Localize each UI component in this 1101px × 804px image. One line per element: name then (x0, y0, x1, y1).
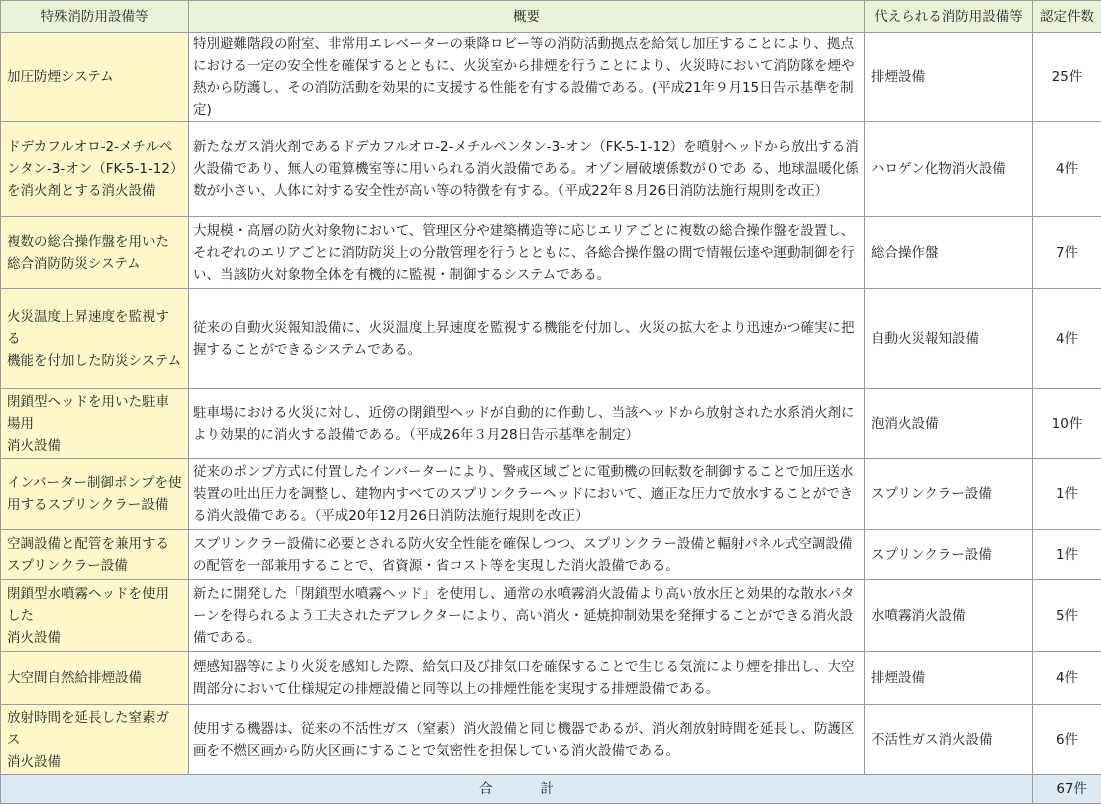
replaced-equipment: 排煙設備 (865, 652, 1033, 705)
certification-count: 4件 (1033, 652, 1101, 705)
table-row (1, 705, 1101, 775)
equipment-name: 閉鎖型水噴霧ヘッドを使用した 消火設備 (1, 580, 189, 652)
equipment-name: 火災温度上昇速度を監視する 機能を付加した防災システム (1, 289, 189, 389)
total-count: 67件 (1033, 775, 1101, 804)
equipment-name: 大空間自然給排煙設備 (1, 652, 189, 705)
total-row (1, 775, 1101, 804)
equipment-name: 放射時間を延長した窒素ガス 消火設備 (1, 705, 189, 775)
header-count: 認定件数 (1033, 1, 1101, 33)
replaced-equipment: 水噴霧消火設備 (865, 580, 1033, 652)
header-replaced: 代えられる消防用設備等 (865, 1, 1033, 33)
equipment-name: ドデカフルオロ-2-メチルペンタン-3-オン（FK-5-1-12）を消火剤とする消火設備 (1, 122, 189, 217)
header-summary: 概要 (189, 1, 865, 33)
equipment-summary: 特別避難階段の附室、非常用エレベーターの乗降ロビー等の消防活動拠点を給気し加圧することにより、拠点における一定の安全性を確保するとともに、火災室から排煙を行うことにより、火災時において消防隊を煙や熱から防護し、その消防活動を効果的に支援する性能を有する設備である。(平成21年９月15日告示基準を制定) (189, 33, 865, 122)
table-row (1, 459, 1101, 530)
equipment-summary: 従来のポンプ方式に付置したインバーターにより、警戒区域ごとに電動機の回転数を制御することで加圧送水装置の吐出圧力を調整し、建物内すべてのスプリンクラーヘッドにおいて、適正な圧力で放水することができる消火設備である。（平成20年12月26日消防法施行規則を改正） (189, 459, 865, 530)
replaced-equipment: 自動火災報知設備 (865, 289, 1033, 389)
header-name: 特殊消防用設備等 (1, 1, 189, 33)
equipment-name: 複数の総合操作盤を用いた総合消防防災システム (1, 217, 189, 289)
certification-count: 25件 (1033, 33, 1101, 122)
equipment-summary: 大規模・高層の防火対象物において、管理区分や建築構造等に応じエリアごとに複数の総合操作盤を設置し、それぞれのエリアごとに消防防災上の分散管理を行うとともに、各総合操作盤の間で情報伝達や運動制御を行い、当該防火対象物全体を有機的に監視・制御するシステムである。 (189, 217, 865, 289)
table-row (1, 289, 1101, 389)
table-row (1, 389, 1101, 459)
certification-count: 4件 (1033, 122, 1101, 217)
equipment-summary: スプリンクラー設備に必要とされる防火安全性能を確保しつつ、スプリンクラー設備と輻射パネル式空調設備の配管を一部兼用することで、省資源・省コスト等を実現した消火設備である。 (189, 530, 865, 580)
table-row (1, 530, 1101, 580)
table-row (1, 652, 1101, 705)
certification-count: 10件 (1033, 389, 1101, 459)
certification-count: 1件 (1033, 459, 1101, 530)
replaced-equipment: スプリンクラー設備 (865, 459, 1033, 530)
table-row (1, 33, 1101, 122)
total-label (1, 775, 1033, 804)
certification-count: 1件 (1033, 530, 1101, 580)
replaced-equipment: 泡消火設備 (865, 389, 1033, 459)
certification-count: 6件 (1033, 705, 1101, 775)
total-label-part-1: 合 (479, 781, 493, 797)
replaced-equipment: スプリンクラー設備 (865, 530, 1033, 580)
replaced-equipment: 排煙設備 (865, 33, 1033, 122)
certification-count: 4件 (1033, 289, 1101, 389)
equipment-summary: 従来の自動火災報知設備に、火災温度上昇速度を監視する機能を付加し、火災の拡大をより迅速かつ確実に把握することができるシステムである。 (189, 289, 865, 389)
total-label-part-2: 計 (541, 781, 555, 797)
replaced-equipment: 不活性ガス消火設備 (865, 705, 1033, 775)
equipment-summary: 駐車場における火災に対し、近傍の閉鎖型ヘッドが自動的に作動し、当該ヘッドから放射された水系消火剤により効果的に消火する設備である。（平成26年３月28日告示基準を制定） (189, 389, 865, 459)
certification-count: 5件 (1033, 580, 1101, 652)
replaced-equipment: ハロゲン化物消火設備 (865, 122, 1033, 217)
header-row (1, 1, 1101, 33)
equipment-name: 加圧防煙システム (1, 33, 189, 122)
equipment-name: 空調設備と配管を兼用するスプリンクラー設備 (1, 530, 189, 580)
certification-count: 7件 (1033, 217, 1101, 289)
equipment-summary: 煙感知器等により火災を感知した際、給気口及び排気口を確保することで生じる気流により煙を排出し、大空間部分において仕様規定の排煙設備と同等以上の排煙性能を実現する排煙設備である。 (189, 652, 865, 705)
equipment-summary: 新たなガス消火剤であるドデカフルオロ-2-メチルペンタン-3-オン（FK-5-1-12）を噴射ヘッドから放出する消火設備であり、無人の電算機室等に用いられる消火設備である。オゾン層破壊係数が０であ る、地球温暖化係数が小さい、人体に対する安全性が高い等の特徴を有する。（平成22年８月26日消防法施行規則を改正） (189, 122, 865, 217)
table-row (1, 122, 1101, 217)
equipment-name: 閉鎖型ヘッドを用いた駐車場用 消火設備 (1, 389, 189, 459)
equipment-name: インバーター制御ポンプを使用するスプリンクラー設備 (1, 459, 189, 530)
table-row (1, 580, 1101, 652)
table-row (1, 217, 1101, 289)
equipment-summary: 新たに開発した「閉鎖型水噴霧ヘッド」を使用し、通常の水噴霧消火設備より高い放水圧と効果的な散水パターンを得られるよう工夫されたデフレクターにより、高い消火・延焼抑制効果を発揮することができる消火設備である。 (189, 580, 865, 652)
equipment-summary: 使用する機器は、従来の不活性ガス（窒素）消火設備と同じ機器であるが、消火剤放射時間を延長し、防護区画を不燃区画から防火区画にすることで気密性を担保している消火設備である。 (189, 705, 865, 775)
replaced-equipment: 総合操作盤 (865, 217, 1033, 289)
